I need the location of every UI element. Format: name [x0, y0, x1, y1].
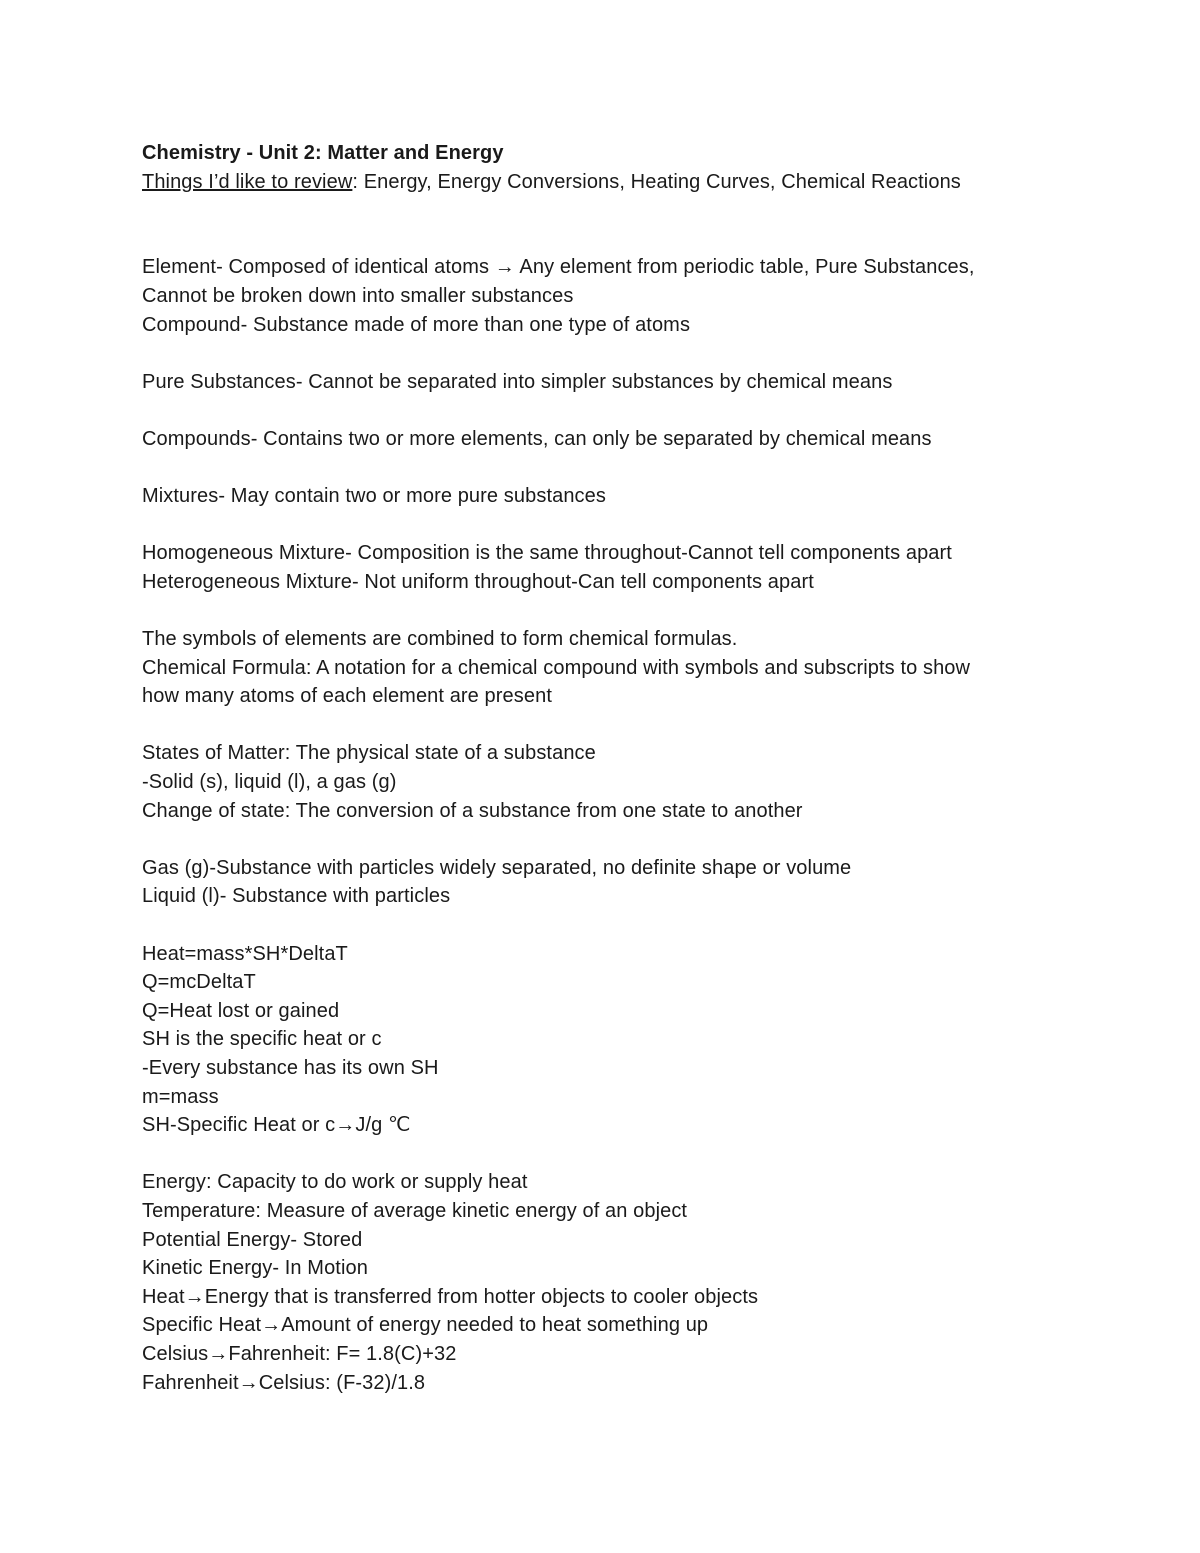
- note-line: Q=mcDeltaT: [142, 971, 256, 994]
- blank-line: [142, 597, 1042, 626]
- note-line: Potential Energy- Stored: [142, 1228, 363, 1251]
- review-line: [142, 168, 1042, 197]
- note-line: Change of state: The conversion of a substance from one state to another: [142, 799, 803, 822]
- note-line: Energy: Capacity to do work or supply heat: [142, 1171, 528, 1194]
- note-line: States of Matter: The physical state of a substance: [142, 742, 596, 765]
- note-line: SH-Specific Heat or c→J/g ℃: [142, 1114, 411, 1137]
- note-line: Compound- Substance made of more than one type of atoms: [142, 313, 691, 336]
- note-line: how many atoms of each element are present: [142, 685, 552, 708]
- blank-line: [142, 1140, 1042, 1169]
- note-line: Compounds- Contains two or more elements, can only be separated by chemical means: [142, 427, 932, 450]
- blank-line: [142, 454, 1042, 483]
- note-line: Gas (g)-Substance with particles widely separated, no definite shape or volume: [142, 856, 852, 879]
- note-line: -Solid (s), liquid (l), a gas (g): [142, 771, 397, 794]
- note-line: Q=Heat lost or gained: [142, 999, 340, 1022]
- note-line: Element- Composed of identical atoms → Any element from periodic table, Pure Substances,: [142, 256, 975, 279]
- note-line: Heat→Energy that is transferred from hotter objects to cooler objects: [142, 1285, 759, 1308]
- note-line: Cannot be broken down into smaller substances: [142, 284, 574, 307]
- note-line: The symbols of elements are combined to form chemical formulas.: [142, 628, 738, 651]
- note-line: Celsius→Fahrenheit: F= 1.8(C)+32: [142, 1342, 457, 1365]
- blank-line: [142, 825, 1042, 854]
- note-line: SH is the specific heat or c: [142, 1028, 382, 1051]
- note-line: Chemical Formula: A notation for a chemical compound with symbols and subscripts to show: [142, 656, 971, 679]
- blank-line: [142, 511, 1042, 540]
- page-title: Chemistry - Unit 2: Matter and Energy: [142, 142, 504, 164]
- blank-line: [142, 911, 1042, 940]
- note-line: Temperature: Measure of average kinetic energy of an object: [142, 1199, 688, 1222]
- notes-body: [142, 196, 1042, 1397]
- note-line: m=mass: [142, 1085, 219, 1108]
- note-line: Heat=mass*SH*DeltaT: [142, 942, 348, 965]
- note-line: Specific Heat→Amount of energy needed to heat something up: [142, 1314, 709, 1337]
- note-line: Pure Substances- Cannot be separated into simpler substances by chemical means: [142, 370, 893, 393]
- review-text: : Energy, Energy Conversions, Heating Curves, Chemical Reactions: [352, 170, 961, 193]
- blank-line: [142, 339, 1042, 368]
- note-line: Mixtures- May contain two or more pure substances: [142, 485, 606, 508]
- document-page: [142, 139, 1042, 1397]
- note-line: Liquid (l)- Substance with particles: [142, 885, 451, 908]
- note-line: Homogeneous Mixture- Composition is the same throughout-Cannot tell components apart: [142, 542, 952, 565]
- note-line: -Every substance has its own SH: [142, 1057, 439, 1079]
- note-line: Fahrenheit→Celsius: (F-32)/1.8: [142, 1371, 426, 1394]
- blank-line: [142, 225, 1042, 254]
- blank-line: [142, 396, 1042, 425]
- note-line: Heterogeneous Mixture- Not uniform throughout-Can tell components apart: [142, 570, 814, 593]
- blank-line: [142, 711, 1042, 740]
- review-label: Things I’d like to review: [142, 170, 353, 193]
- note-line: Kinetic Energy- In Motion: [142, 1257, 368, 1280]
- blank-line: [142, 196, 1042, 225]
